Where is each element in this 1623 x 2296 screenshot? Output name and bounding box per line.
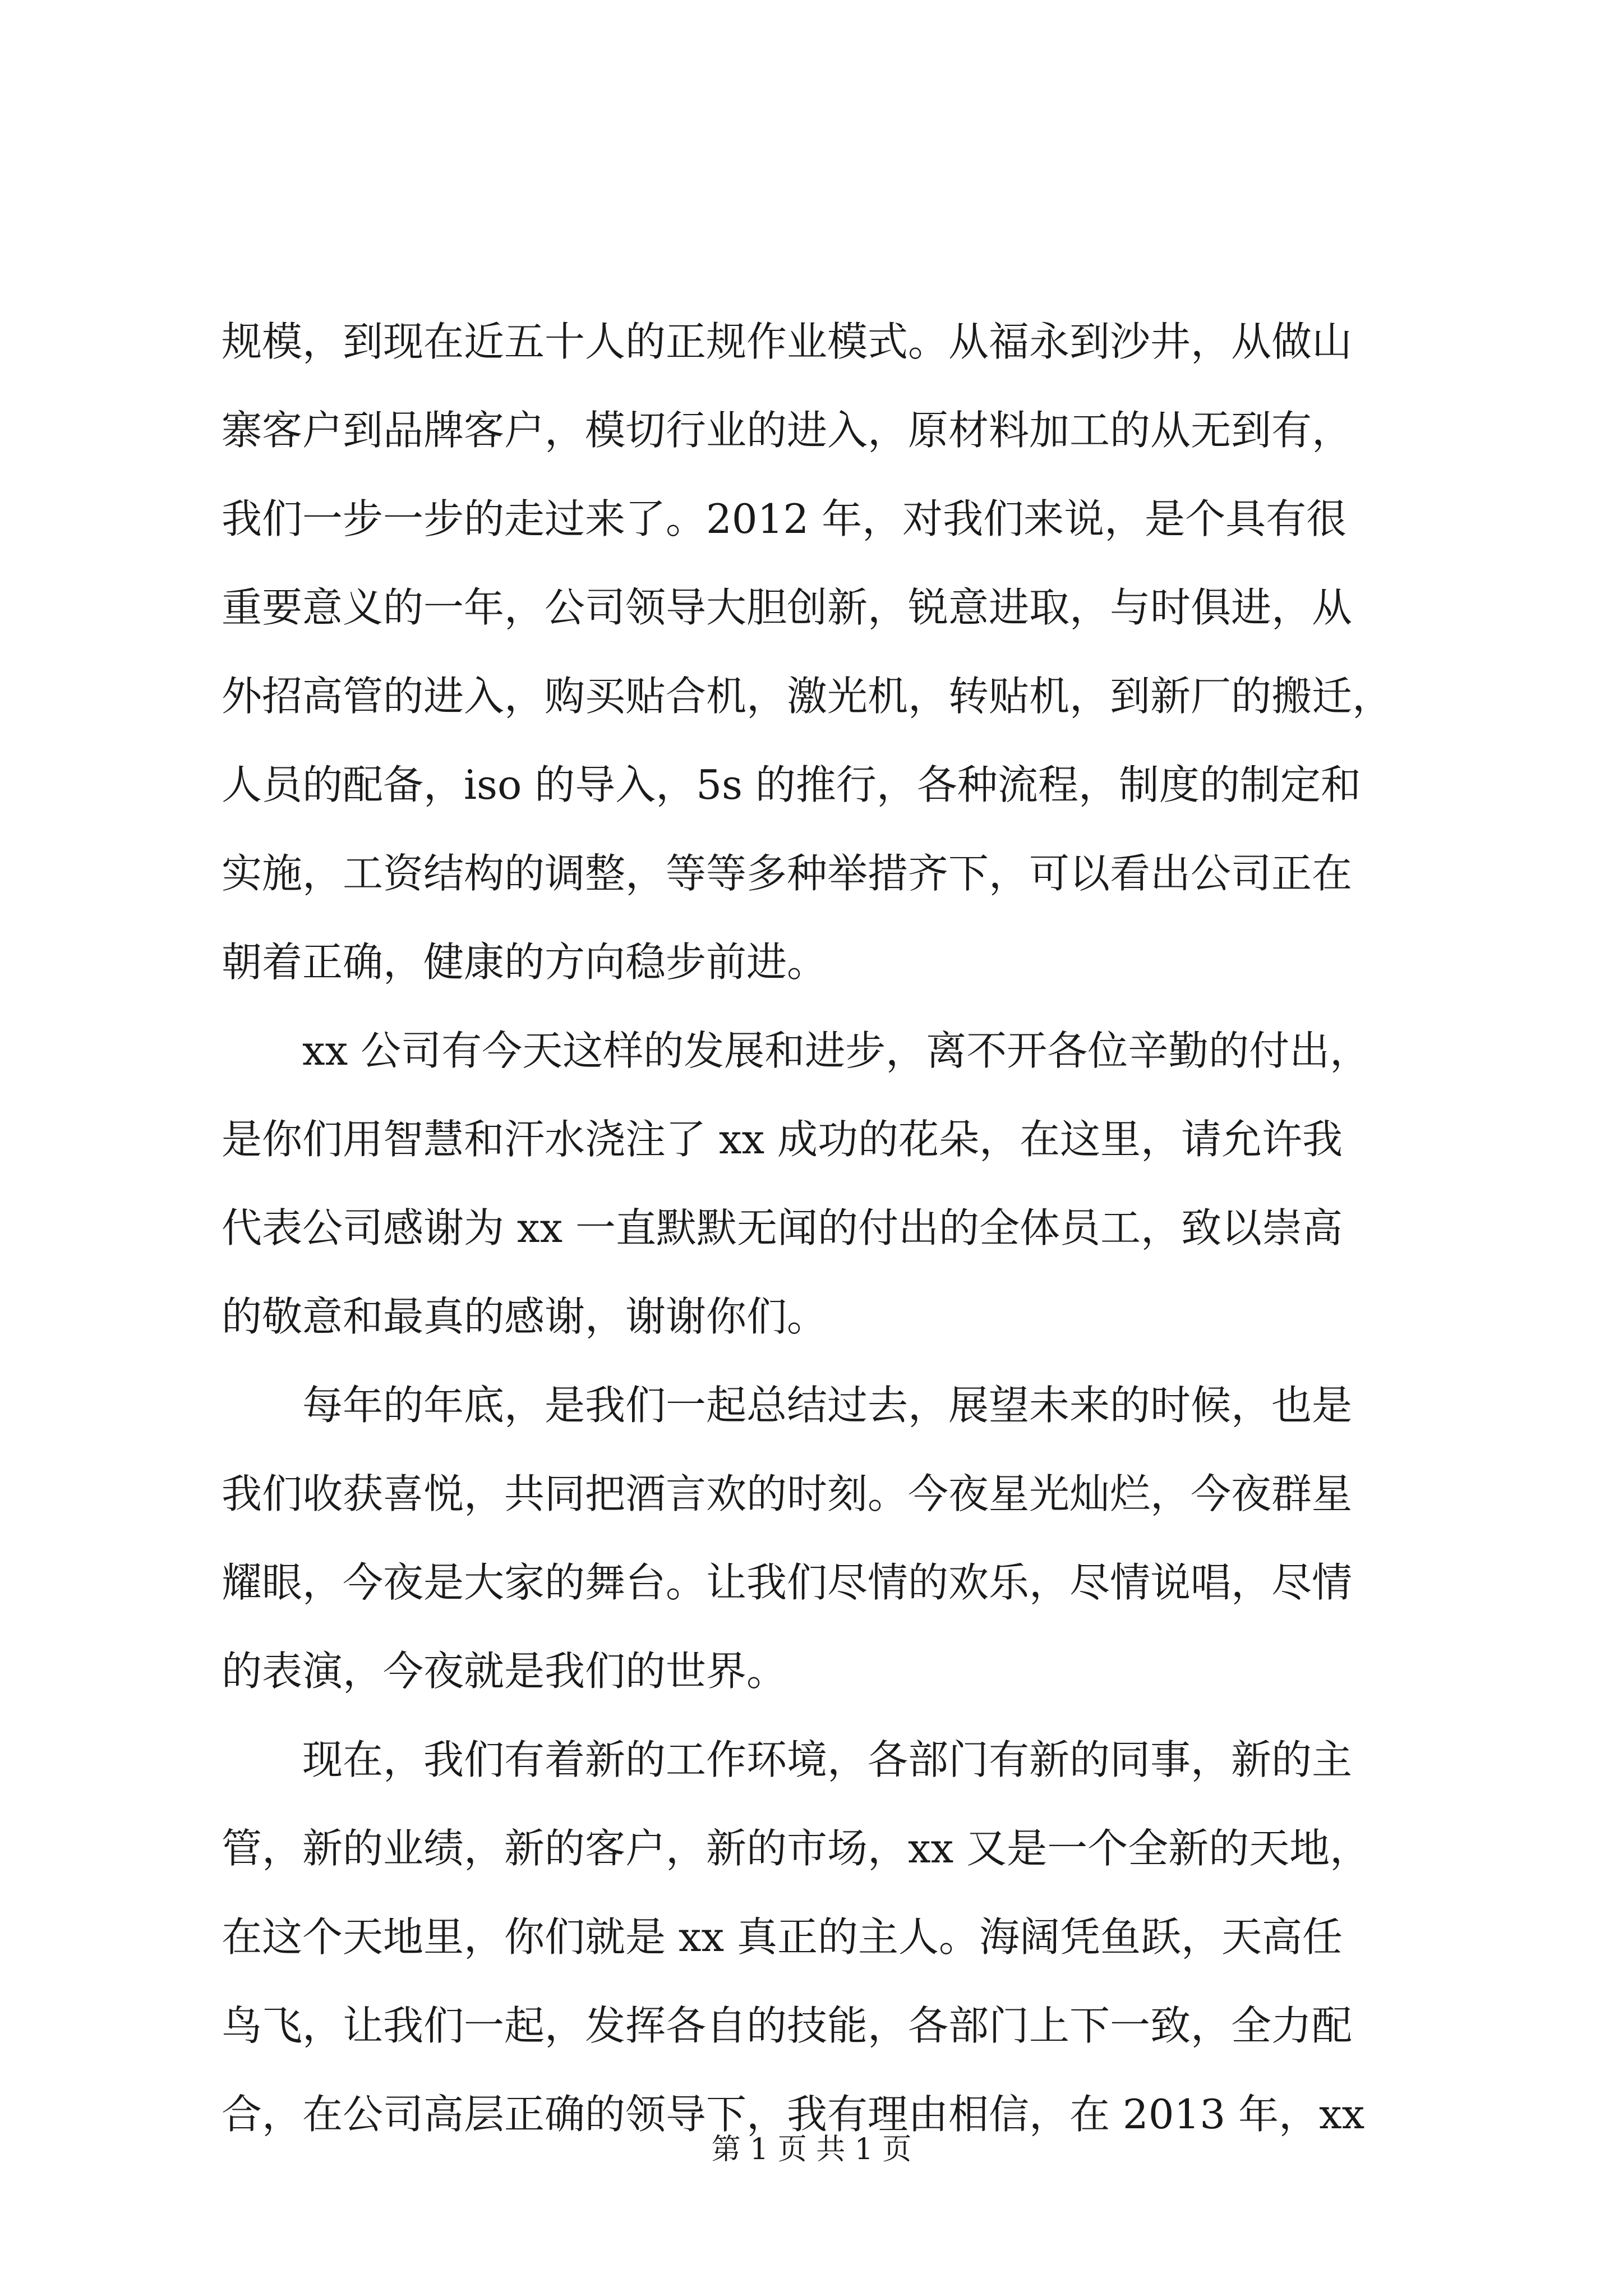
- text-line: 重要意义的一年，公司领导大胆创新，锐意进取，与时俱进，从: [222, 584, 1353, 631]
- text-line: 我们一步一步的走过来了。2012 年，对我们来说，是个具有很: [222, 495, 1347, 542]
- text-line: 寨客户到品牌客户，模切行业的进入，原材料加工的从无到有，: [222, 407, 1353, 454]
- page-number-indicator: 第 1 页 共 1 页: [711, 2133, 912, 2166]
- document-body: [222, 297, 1424, 2159]
- text-line: 耀眼，今夜是大家的舞台。让我们尽情的欢乐，尽情说唱，尽情: [222, 1559, 1353, 1606]
- text-line: 的表演，今夜就是我们的世界。: [222, 1648, 787, 1695]
- text-line: 实施，工资结构的调整，等等多种举措齐下，可以看出公司正在: [222, 850, 1353, 897]
- text-line: 外招高管的进入，购买贴合机，激光机，转贴机，到新厂的搬迁，: [222, 673, 1393, 720]
- text-line: 管，新的业绩，新的客户，新的市场，xx 又是一个全新的天地，: [222, 1825, 1371, 1872]
- text-line: 鸟飞，让我们一起，发挥各自的技能，各部门上下一致，全力配: [222, 2002, 1353, 2049]
- text-line: 在这个天地里，你们就是 xx 真正的主人。海阔凭鱼跃，天高任: [222, 1913, 1343, 1961]
- text-line: 合，在公司高层正确的领导下，我有理由相信，在 2013 年，xx: [222, 2091, 1365, 2138]
- text-line: 是你们用智慧和汗水浇注了 xx 成功的花朵，在这里，请允许我: [222, 1116, 1343, 1163]
- text-line: 规模，到现在近五十人的正规作业模式。从福永到沙井，从做山: [222, 318, 1353, 365]
- text-line: 人员的配备，iso 的导入，5s 的推行，各种流程，制度的制定和: [222, 761, 1361, 808]
- paragraph-start-line: 现在，我们有着新的工作环境，各部门有新的同事，新的主: [302, 1736, 1353, 1783]
- paragraph-start-line: 每年的年底，是我们一起总结过去，展望未来的时候，也是: [302, 1382, 1353, 1429]
- text-line: 我们收获喜悦，共同把酒言欢的时刻。今夜星光灿烂，今夜群星: [222, 1470, 1353, 1517]
- text-line: 的敬意和最真的感谢，谢谢你们。: [222, 1293, 828, 1340]
- text-line: 朝着正确，健康的方向稳步前进。: [222, 938, 828, 986]
- text-line: 代表公司感谢为 xx 一直默默无闻的付出的全体员工，致以崇高: [222, 1204, 1343, 1251]
- page-footer: [0, 2127, 1623, 2172]
- paragraph-start-line: xx 公司有今天这样的发展和进步，离不开各位辛勤的付出，: [302, 1027, 1371, 1074]
